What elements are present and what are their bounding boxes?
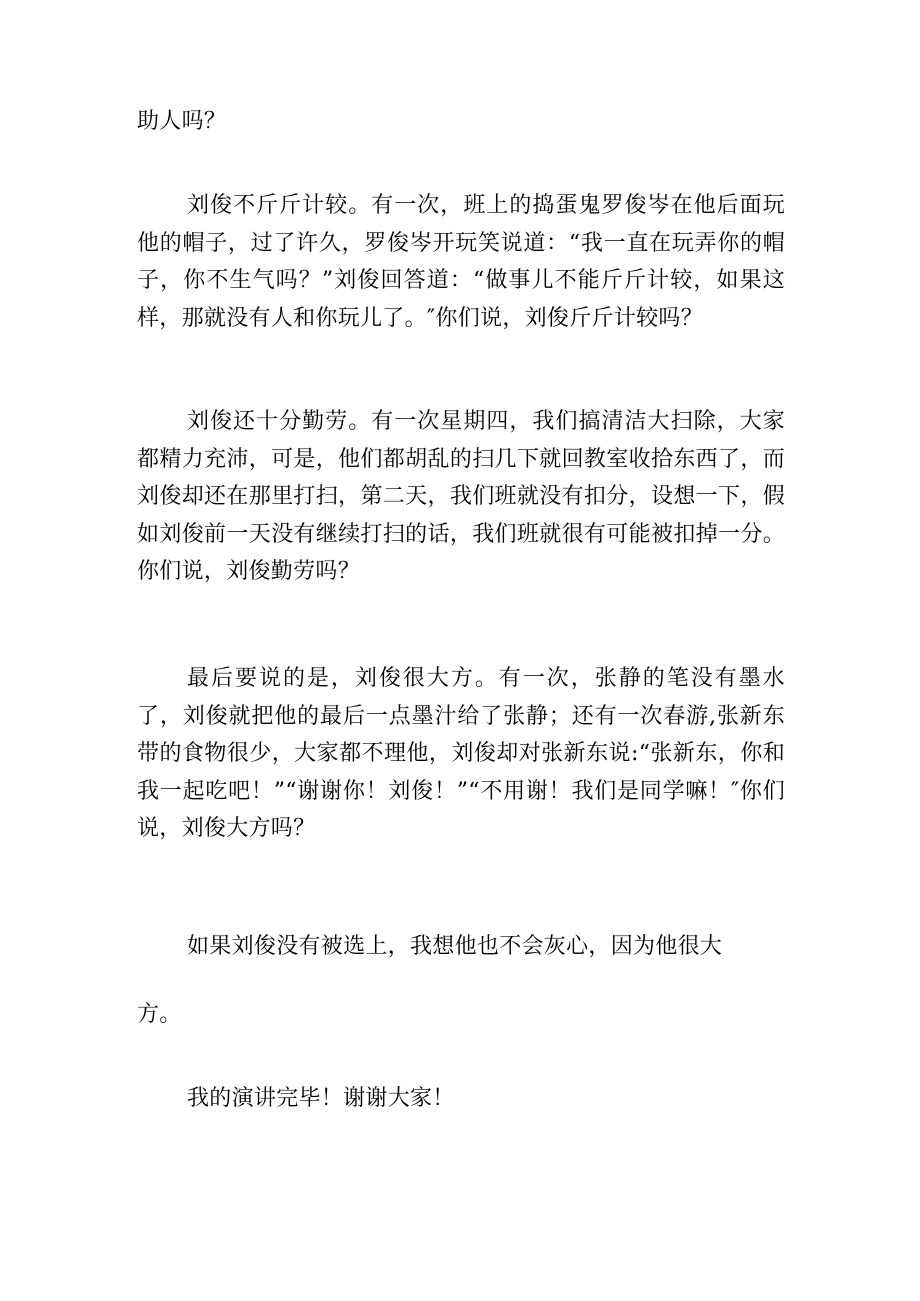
paragraph-not-petty: 刘俊不斤斤计较。有一次，班上的捣蛋鬼罗俊岑在他后面玩他的帽子，过了许久，罗俊岑开玩笑说道：“我一直在玩弄你的帽子，你不生气吗？”刘俊回答道：“做事儿不能斤斤计较，如果这样，那就没有人和你玩儿了。″你们说，刘俊斤斤计较吗？ <box>137 193 785 331</box>
paragraph-generous: 最后要说的是，刘俊很大方。有一次，张静的笔没有墨水了，刘俊就把他的最后一点墨汁给了张静；还有一次春游,张新东带的食物很少，大家都不理他，刘俊却对张新东说:“张新东，你和我一起吃吧！”“谢谢你！刘俊！”“不用谢！我们是同学嘛！″你们说，刘俊大方吗？ <box>137 666 785 841</box>
paragraph-if-not-selected-end: 方。 <box>137 1002 182 1027</box>
paragraph-if-not-selected: 如果刘俊没有被选上，我想他也不会灰心，因为他很大 <box>187 934 723 959</box>
paragraph-continuation: 助人吗？ <box>137 109 227 134</box>
paragraph-closing: 我的演讲完毕！谢谢大家！ <box>187 1086 455 1111</box>
paragraph-hardworking: 刘俊还十分勤劳。有一次星期四，我们搞清洁大扫除，大家都精力充沛，可是，他们都胡乱的扫几下就回教室收拾东西了，而刘俊却还在那里打扫，第二天，我们班就没有扣分，设想一下，假如刘俊前一天没有继续打扫的话，我们班就很有可能被扣掉一分。你们说，刘俊勤劳吗？ <box>137 409 785 584</box>
